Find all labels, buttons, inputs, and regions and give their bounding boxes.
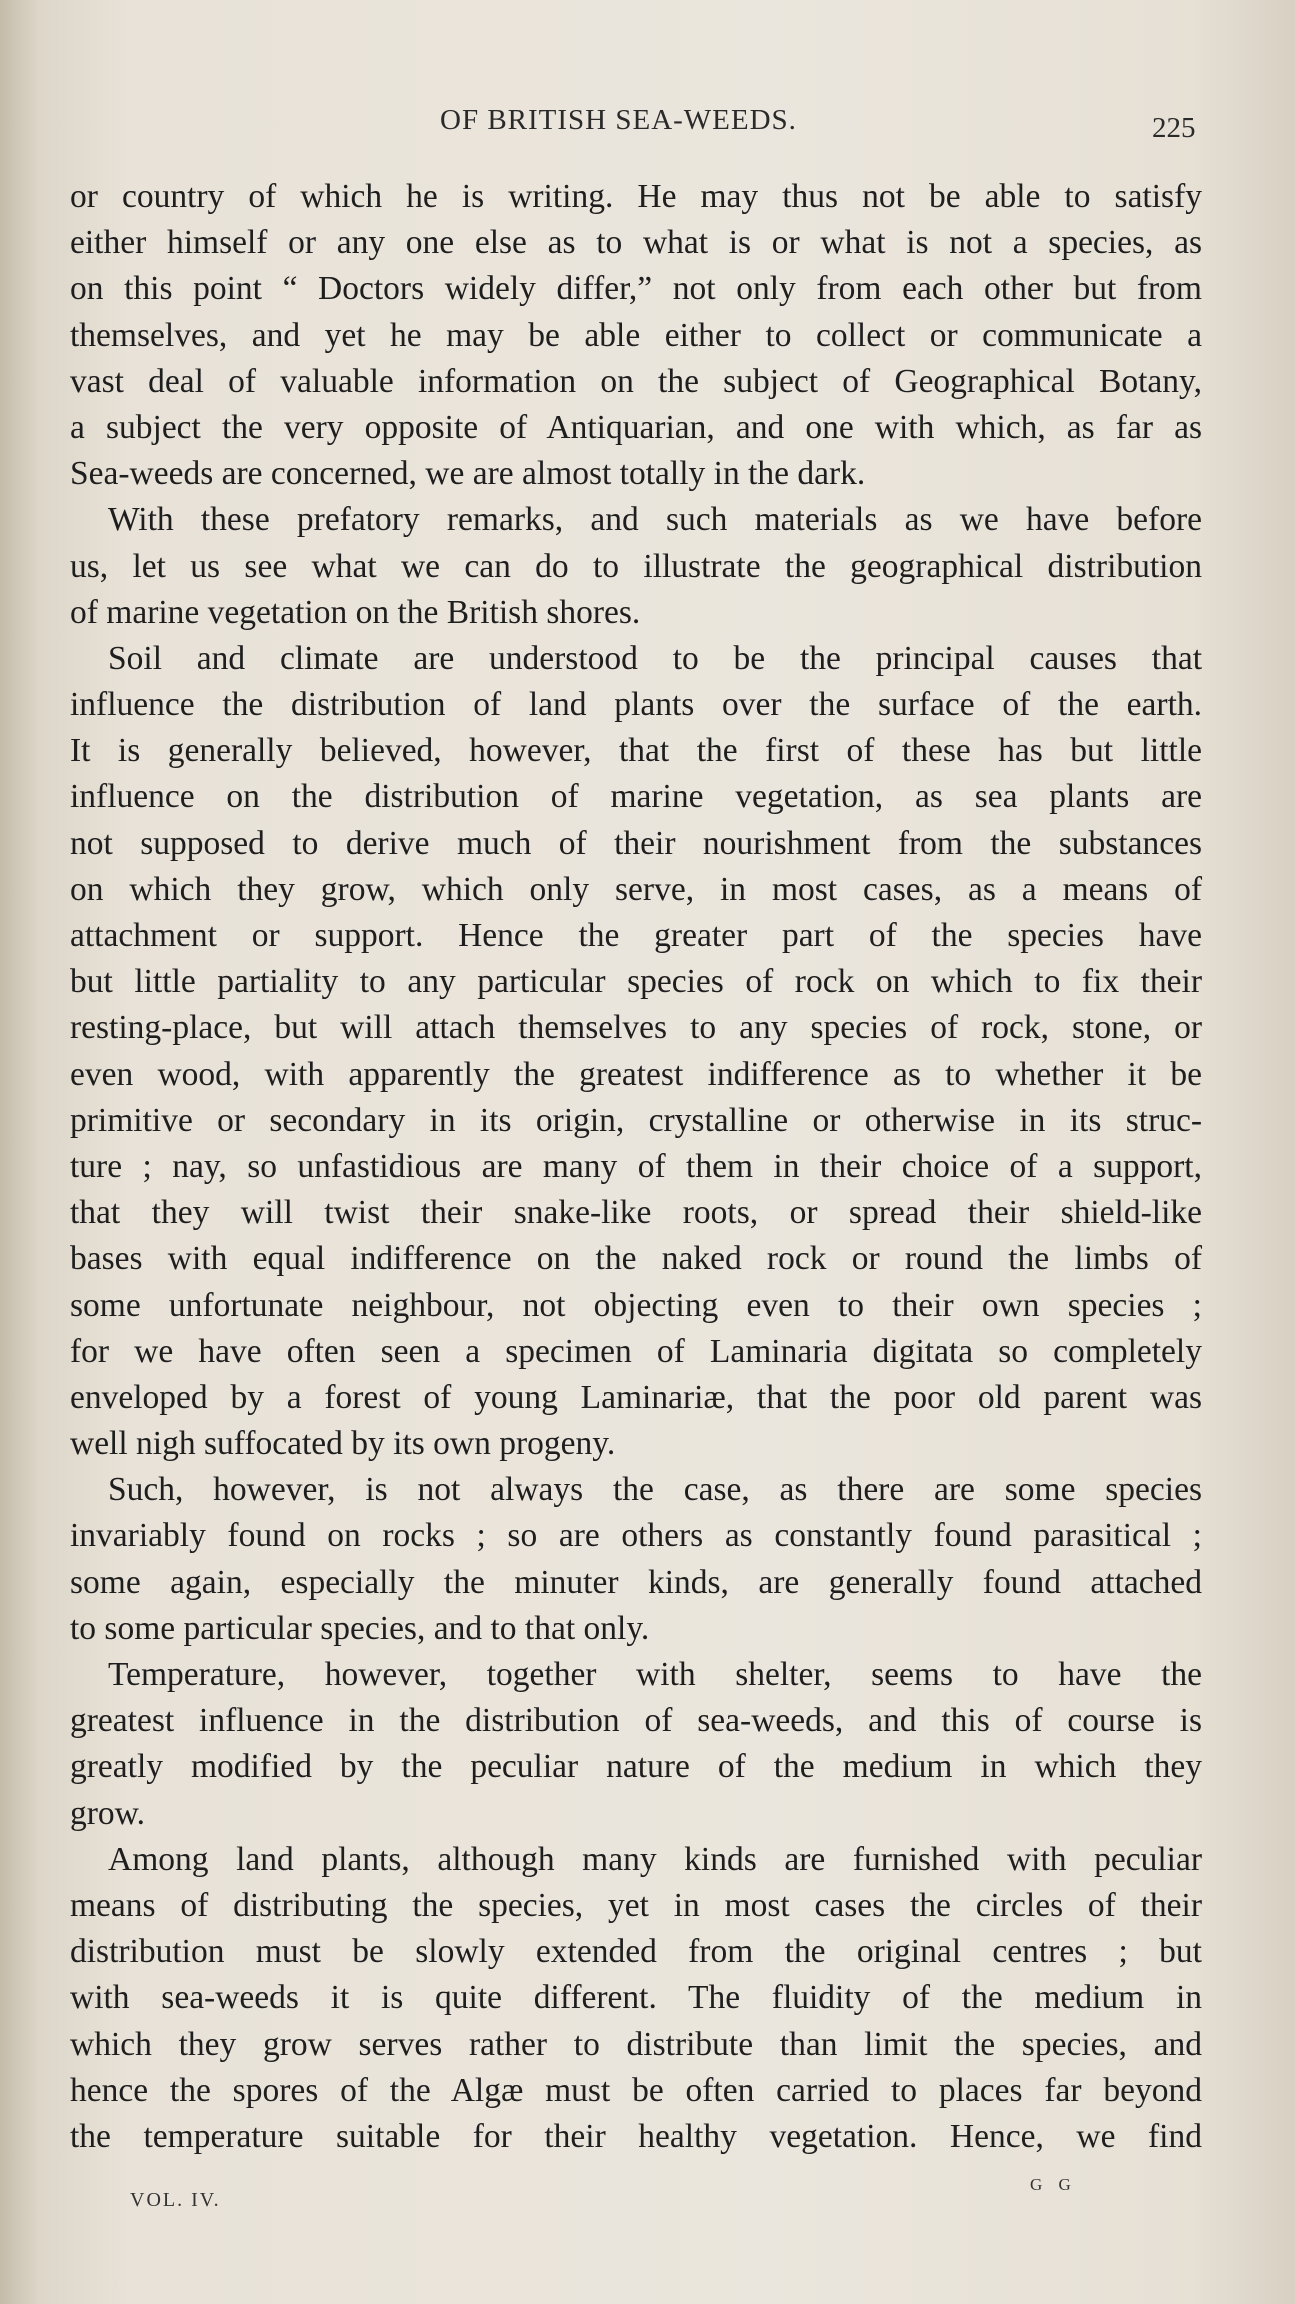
running-title: OF BRITISH SEA-WEEDS.: [440, 104, 797, 136]
text-line: Sea-weeds are concerned, we are almost totally in the dark.: [70, 455, 866, 493]
page-body: [70, 174, 1202, 2160]
text-line: themselves, and yet he may be able either to collect or communicate a: [70, 316, 1202, 354]
text-line: for we have often seen a specimen of Laminaria digitata so completely: [70, 1332, 1202, 1370]
text-line: us, let us see what we can do to illustrate the geographical distribution: [70, 547, 1202, 585]
text-line: well nigh suffocated by its own progeny.: [70, 1425, 616, 1463]
text-line: of marine vegetation on the British shores.: [70, 593, 641, 631]
text-line: or country of which he is writing. He may thus not be able to satisfy: [70, 178, 1202, 215]
text-line: primitive or secondary in its origin, crystalline or otherwise in its struc-: [70, 1101, 1202, 1139]
text-line: It is generally believed, however, that the first of these has but little: [70, 732, 1202, 770]
text-line: a subject the very opposite of Antiquarian, and one with which, as far as: [70, 408, 1202, 446]
text-line: distribution must be slowly extended from the original centres ; but: [70, 1933, 1202, 1971]
text-line: means of distributing the species, yet in most cases the circles of their: [70, 1886, 1202, 1924]
page-number: 225: [1152, 112, 1196, 144]
text-line: on which they grow, which only serve, in most cases, as a means of: [70, 870, 1202, 908]
text-line: but little partiality to any particular species of rock on which to fix their: [70, 963, 1202, 1001]
text-line: influence on the distribution of marine vegetation, as sea plants are: [70, 778, 1202, 816]
text-line: Among land plants, although many kinds are furnished with peculiar: [108, 1840, 1202, 1878]
text-line: even wood, with apparently the greatest indifference as to whether it be: [70, 1055, 1202, 1093]
text-line: Temperature, however, together with shelter, seems to have the: [108, 1656, 1202, 1693]
text-line: with sea-weeds it is quite different. The fluidity of the medium in: [70, 1979, 1202, 2017]
volume-mark: VOL. IV.: [130, 2189, 221, 2211]
text-line: With these prefatory remarks, and such materials as we have before: [108, 501, 1202, 539]
text-line: to some particular species, and to that only.: [70, 1609, 650, 1647]
text-line: not supposed to derive much of their nourishment from the substances: [70, 824, 1202, 862]
text-line: Soil and climate are understood to be the principal causes that: [108, 639, 1202, 677]
text-line: hence the spores of the Algæ must be often carried to places far beyond: [70, 2071, 1202, 2109]
text-line: bases with equal indifference on the naked rock or round the limbs of: [70, 1240, 1202, 1278]
text-line: which they grow serves rather to distribute than limit the species, and: [70, 2025, 1202, 2063]
page-header: [0, 98, 1295, 148]
text-line: invariably found on rocks ; so are others as constantly found parasitical ;: [70, 1517, 1202, 1555]
text-line: influence the distribution of land plants over the surface of the earth.: [70, 686, 1202, 724]
text-line: grow.: [70, 1794, 146, 1832]
text-line: enveloped by a forest of young Laminariæ, that the poor old parent was: [70, 1378, 1202, 1416]
text-line: vast deal of valuable information on the subject of Geographical Botany,: [70, 362, 1202, 400]
text-line: some unfortunate neighbour, not objecting even to their own species ;: [70, 1286, 1202, 1324]
text-line: Such, however, is not always the case, as there are some species: [108, 1471, 1202, 1509]
signature-mark: G G: [1030, 2175, 1077, 2194]
text-line: on this point “ Doctors widely differ,” not only from each other but from: [70, 270, 1202, 308]
text-line: greatly modified by the peculiar nature of the medium in which they: [70, 1748, 1202, 1786]
text-line: attachment or support. Hence the greater part of the species have: [70, 917, 1202, 954]
text-line: ture ; nay, so unfastidious are many of them in their choice of a support,: [70, 1147, 1202, 1185]
text-line: that they will twist their snake-like roots, or spread their shield-like: [70, 1194, 1202, 1232]
text-line: resting-place, but will attach themselves to any species of rock, stone, or: [70, 1009, 1202, 1047]
text-line: some again, especially the minuter kinds, are generally found attached: [70, 1563, 1202, 1601]
text-line: greatest influence in the distribution of sea-weeds, and this of course is: [70, 1702, 1202, 1740]
text-line: either himself or any one else as to what is or what is not a species, as: [70, 224, 1202, 262]
text-line: the temperature suitable for their healthy vegetation. Hence, we find: [70, 2117, 1202, 2155]
page-footer: [0, 2175, 1295, 2215]
